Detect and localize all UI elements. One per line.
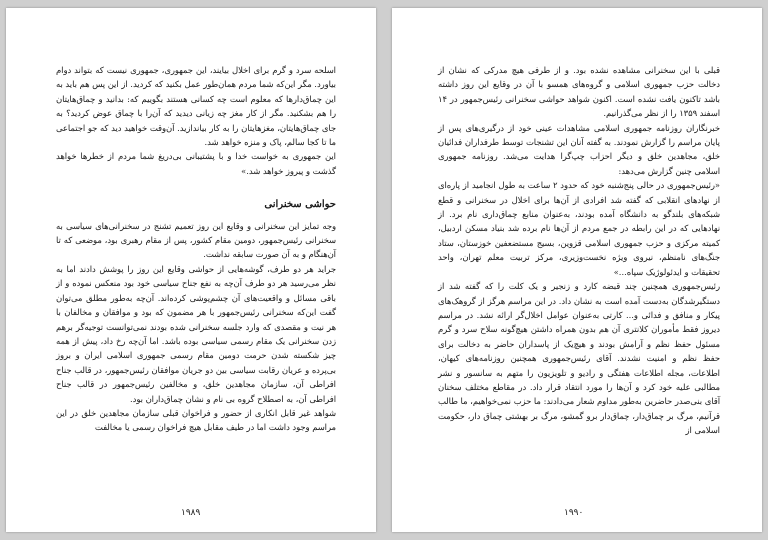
section-heading: حواشی سخنرانی bbox=[264, 199, 336, 211]
paragraph: خبرنگاران روزنامه جمهوری اسلامی مشاهدات عینی خود از درگیری‌های پس از پایان مراسم را گزارش نمودند. به گفته آنان این تشنجات توسط طرفداران فدائیان خلق، مجاهدین خلق و دیگر احزاب چپ‌گرا هدایت می‌شد. روزنامه جمهوری اسلامی چنین گزارش می‌دهد: bbox=[438, 122, 720, 176]
page-number: ۱۹۹۰ bbox=[564, 508, 584, 518]
paragraph: قبلی با این سخنرانی مشاهده نشده بود. و از طرفی هیچ مدرکی که نشان از دخالت حزب جمهوری اسلامی و گروه‌های همسو با آن در وقایع این روز داشته باشد تاکنون یافت نشده است. اکنون شواهد حواشی سخنرانی رئیس‌جمهور در ۱۴ اسفند ۱۳۵۹ را از نظر می‌گذرانیم. bbox=[438, 65, 720, 119]
paragraph: این جمهوری به خواست خدا و با پشتیبانی بی‌دریغ شما مردم از خطرها خواهد گذشت و پیروز خواهد شد.» bbox=[56, 151, 336, 176]
page-number: ۱۹۸۹ bbox=[181, 508, 201, 518]
right-page-text bbox=[438, 63, 720, 438]
left-page-text bbox=[56, 63, 336, 435]
left-page bbox=[6, 8, 376, 532]
paragraph: وجه تمایز این سخنرانی و وقایع این روز تعمیم تشنج در سخنرانی‌های سیاسی به سخنرانی رئیس‌جمهور، دومین مقام کشور، پس از مقام رهبری بود، موضعی که تا آن‌هنگام و به آن صورت سابقه نداشت. bbox=[56, 220, 336, 260]
paragraph: رئیس‌جمهوری همچنین چند قبضه کارد و زنجیر و یک کلت را که گفته شد از دستگیرشدگان به‌دست آمده است به نشان داد. در این مراسم هرگز از گروهک‌های پیکار و منافق و فدائی و... کارتی به‌عنوان عوامل اخلال‌گر ارائه نشد. در مراسم دیروز فقط مأموران کلانتری آن هم بدون همراه داشتن هیچ‌گونه سلاح سرد و گرم مسئول حفظ نظم و آرامش بودند و هیچ‌یک از پاسداران حاضر به دخالت برای حفظ نظم و امنیت نشدند. آقای رئیس‌جمهوری همچنین روزنامه‌های کیهان، اطلاعات، مجله اطلاعات هفتگی و رادیو و تلویزیون را متهم به سانسور و نشر مطالبی علیه خود کرد و آن‌ها را مورد انتقاد قرار داد. در مقاطع مختلف سخنان آقای بنی‌صدر حاضرین به‌طور مداوم شعار می‌دادند: ما حزب نمی‌خواهیم، ما طالب قرآنیم، مرگ بر چماق‌دار، چماق‌دار برو گمشو، مرگ بر بهشتی چماق دار، حکومت اسلامی از bbox=[438, 281, 720, 436]
paragraph: جراید هر دو طرف، گوشه‌هایی از حواشی وقایع این روز را پوشش دادند اما به نظر می‌رسید هر دو طرف آن‌چه به نفع جناح سیاسی خود بود منعکس نموده و از باقی مسائل و واقعیت‌های آن چشم‌پوشی کرده‌اند. آن‌چه به‌طور مطلق می‌توان گفت این‌که سخنرانی رئیس‌جمهور با هر مضمون که بود و موافقان و مخالفان با هر نیت و مقصدی که وارد جلسه سخنرانی شده بودند نمی‌توانست توجیه‌گر برهم زدن سخنرانی یک مقام رسمی سیاسی بوده باشد. اما آن‌چه رخ داد، پیش از همه چیز شکسته شدن حرمت دومین مقام رسمی جمهوری اسلامی ایران و بروز بی‌پرده و عریان رقابت سیاسی بین دو جریان موافقان رئیس‌جمهور، در قالب جناح افراطی آن، سازمان مجاهدین خلق، و مخالفین رئیس‌جمهور در قالب جناح افراطی آن، به اصطلاح گروه بی نام و نشان چماق‌داران بود. bbox=[56, 263, 336, 404]
right-page bbox=[392, 8, 762, 532]
paragraph: اسلحه سرد و گرم برای اخلال بیایند، این جمهوری، جمهوری نیست که بتواند دوام بیاورد. مگر این‌که شما مردم همان‌طور عمل بکنید که کردید. از این پس هم باید به این چماق‌دارها که معلوم است چه کسانی هستند بگوییم که: بدانید و چماق‌هایتان را هم بشکنید. مگر از کار مغز چه زیانی دیدید که آن‌را با چماق عوض کردید؟ به جای چماق‌هایتان، مغزهایتان را به کار بیاندازید. آن‌وقت خواهید دید که جو اجتماعی ما تا کجا سالم، پاک و منزه خواهد شد. bbox=[56, 65, 336, 148]
paragraph: شواهد غیر قابل انکاری از حضور و فراخوان قبلی سازمان مجاهدین خلق در این مراسم وجود داشت اما در طیف مقابل هیچ فراخوان رسمی یا مخالفت bbox=[56, 407, 336, 433]
paragraph: «رئیس‌جمهوری در حالی پنج‌شنبه خود که حدود ۲ ساعت به طول انجامید از پاره‌ای از نهادهای انقلابی که گفته شد افرادی از آن‌ها برای اخلال در سخنرانی و قطع شبکه‌های بلندگو به دانشگاه آمده بودند، به‌عنوان منابع چماق‌داری نام برد. از نهادهایی که در این رابطه در جمع مردم از آن‌ها نام برده شد بنیاد مسکن اردبیل، کمیته مرکزی و حزب جمهوری اسلامی قزوین، بسیج مستضعفین خوزستان، ستاد جنگ‌های نامنظم، نیروی ویژه نخست‌وزیری، مرکز تربیت معلم تهران، واحد تحقیقات و ایدئولوژیک سپاه‌...» bbox=[438, 180, 720, 277]
